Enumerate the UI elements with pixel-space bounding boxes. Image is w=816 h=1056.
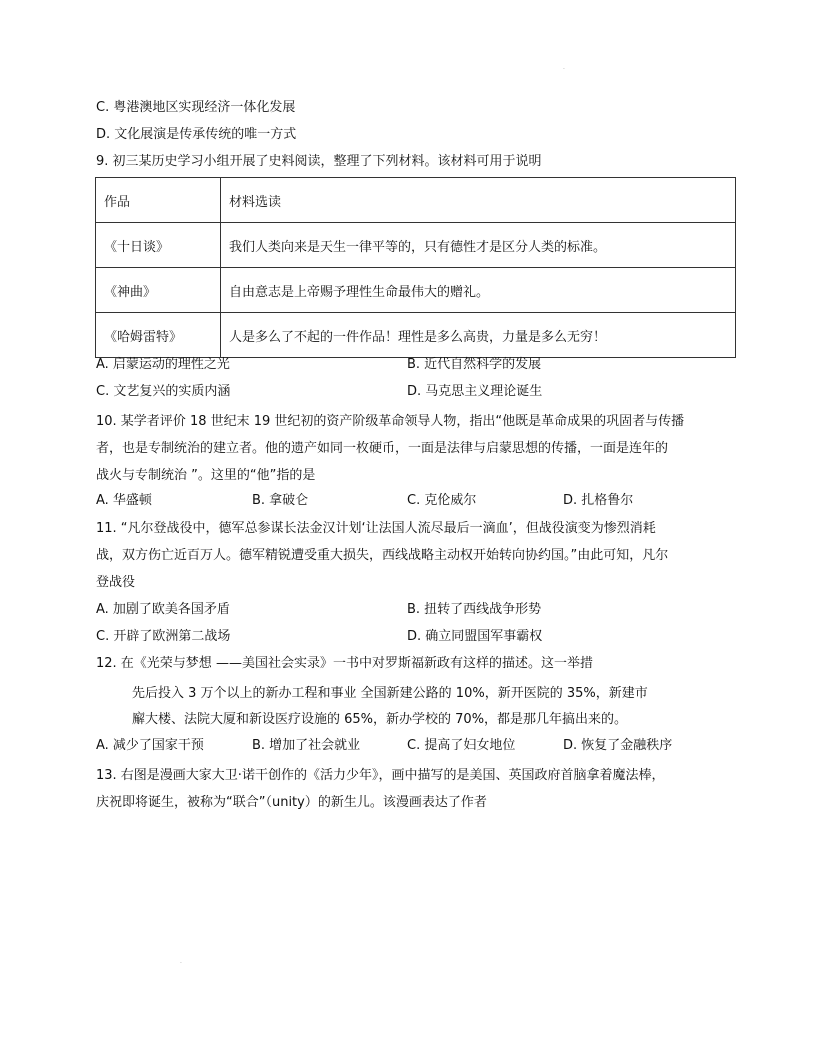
q12-option-c: C. 提高了妇女地位 xyxy=(407,738,516,753)
q11-option-c: C. 开辟了欧洲第二战场 xyxy=(96,629,231,644)
q11-stem-line-2: 战，双方伤亡近百万人。德军精锐遭受重大损失，西线战略主动权开始转向协约国。”由此可知，凡尔 xyxy=(96,548,669,563)
q8-option-c: C. 粤港澳地区实现经济一体化发展 xyxy=(96,100,296,115)
q12-option-a: A. 减少了国家干预 xyxy=(96,738,204,753)
q12-quote-line-1: 先后投入 3 万个以上的新办工程和事业 全国新建公路的 10%，新开医院的 35%，新建市 xyxy=(132,686,648,701)
table-header-cell: 作品 xyxy=(96,178,221,223)
q13-stem-line-1: 13. 右图是漫画大家大卫·诺干创作的《活力少年》，画中描写的是美国、英国政府首脑拿着魔法棒， xyxy=(96,768,665,783)
table-cell: 我们人类向来是天生一律平等的，只有德性才是区分人类的标准。 xyxy=(221,223,736,268)
q10-option-a: A. 华盛顿 xyxy=(96,493,152,508)
table-row xyxy=(96,223,736,268)
q9-option-b: B. 近代自然科学的发展 xyxy=(407,357,542,372)
scan-dot: . xyxy=(563,64,565,71)
q12-option-b: B. 增加了社会就业 xyxy=(252,738,361,753)
q9-stem: 9. 初三某历史学习小组开展了史料阅读，整理了下列材料。该材料可用于说明 xyxy=(96,154,542,169)
q10-stem-line-2: 者，也是专制统治的建立者。他的遗产如同一枚硬币，一面是法律与启蒙思想的传播，一面是连年的 xyxy=(96,441,669,456)
table-row xyxy=(96,268,736,313)
table-cell: 人是多么了不起的一件作品！理性是多么高贵，力量是多么无穷！ xyxy=(221,313,736,358)
q11-stem-line-1: 11. “凡尔登战役中，德军总参谋长法金汉计划‘让法国人流尽最后一滴血’，但战役演变为惨烈消耗 xyxy=(96,521,656,536)
q10-option-c: C. 克伦威尔 xyxy=(407,493,477,508)
q9-option-d: D. 马克思主义理论诞生 xyxy=(407,384,543,399)
q11-option-a: A. 加剧了欧美各国矛盾 xyxy=(96,602,230,617)
q13-stem-line-2: 庆祝即将诞生，被称为“联合”（unity）的新生儿。该漫画表达了作者 xyxy=(96,795,487,810)
table-row xyxy=(96,313,736,358)
q10-option-d: D. 扎格鲁尔 xyxy=(563,493,634,508)
table-cell: 自由意志是上帝赐予理性生命最伟大的赠礼。 xyxy=(221,268,736,313)
q10-stem-line-1: 10. 某学者评价 18 世纪末 19 世纪初的资产阶级革命领导人物，指出“他既是革命成果的巩固者与传播 xyxy=(96,414,685,429)
q12-quote-line-2: 廨大楼、法院大厦和新设医疗设施的 65%，新办学校的 70%，都是那几年搞出来的。 xyxy=(132,712,628,727)
q9-option-c: C. 文艺复兴的实质内涵 xyxy=(96,384,231,399)
q10-option-b: B. 拿破仑 xyxy=(252,493,309,508)
scan-dot: . xyxy=(180,958,182,965)
q9-source-table xyxy=(95,177,736,358)
q12-option-d: D. 恢复了金融秩序 xyxy=(563,738,673,753)
q10-stem-line-3: 战火与专制统治 ”。这里的“他”指的是 xyxy=(96,468,316,483)
q8-option-d: D. 文化展演是传承传统的唯一方式 xyxy=(96,127,297,142)
table-header-cell: 材料选读 xyxy=(221,178,736,223)
q11-option-d: D. 确立同盟国军事霸权 xyxy=(407,629,543,644)
q11-option-b: B. 扭转了西线战争形势 xyxy=(407,602,542,617)
table-cell: 《神曲》 xyxy=(96,268,221,313)
q9-option-a: A. 启蒙运动的理性之光 xyxy=(96,357,230,372)
q11-stem-line-3: 登战役 xyxy=(96,575,136,590)
table-header-row xyxy=(96,178,736,223)
table-cell: 《哈姆雷特》 xyxy=(96,313,221,358)
q12-stem: 12. 在《光荣与梦想 ——美国社会实录》一书中对罗斯福新政有这样的描述。这一举措 xyxy=(96,656,593,671)
table-cell: 《十日谈》 xyxy=(96,223,221,268)
